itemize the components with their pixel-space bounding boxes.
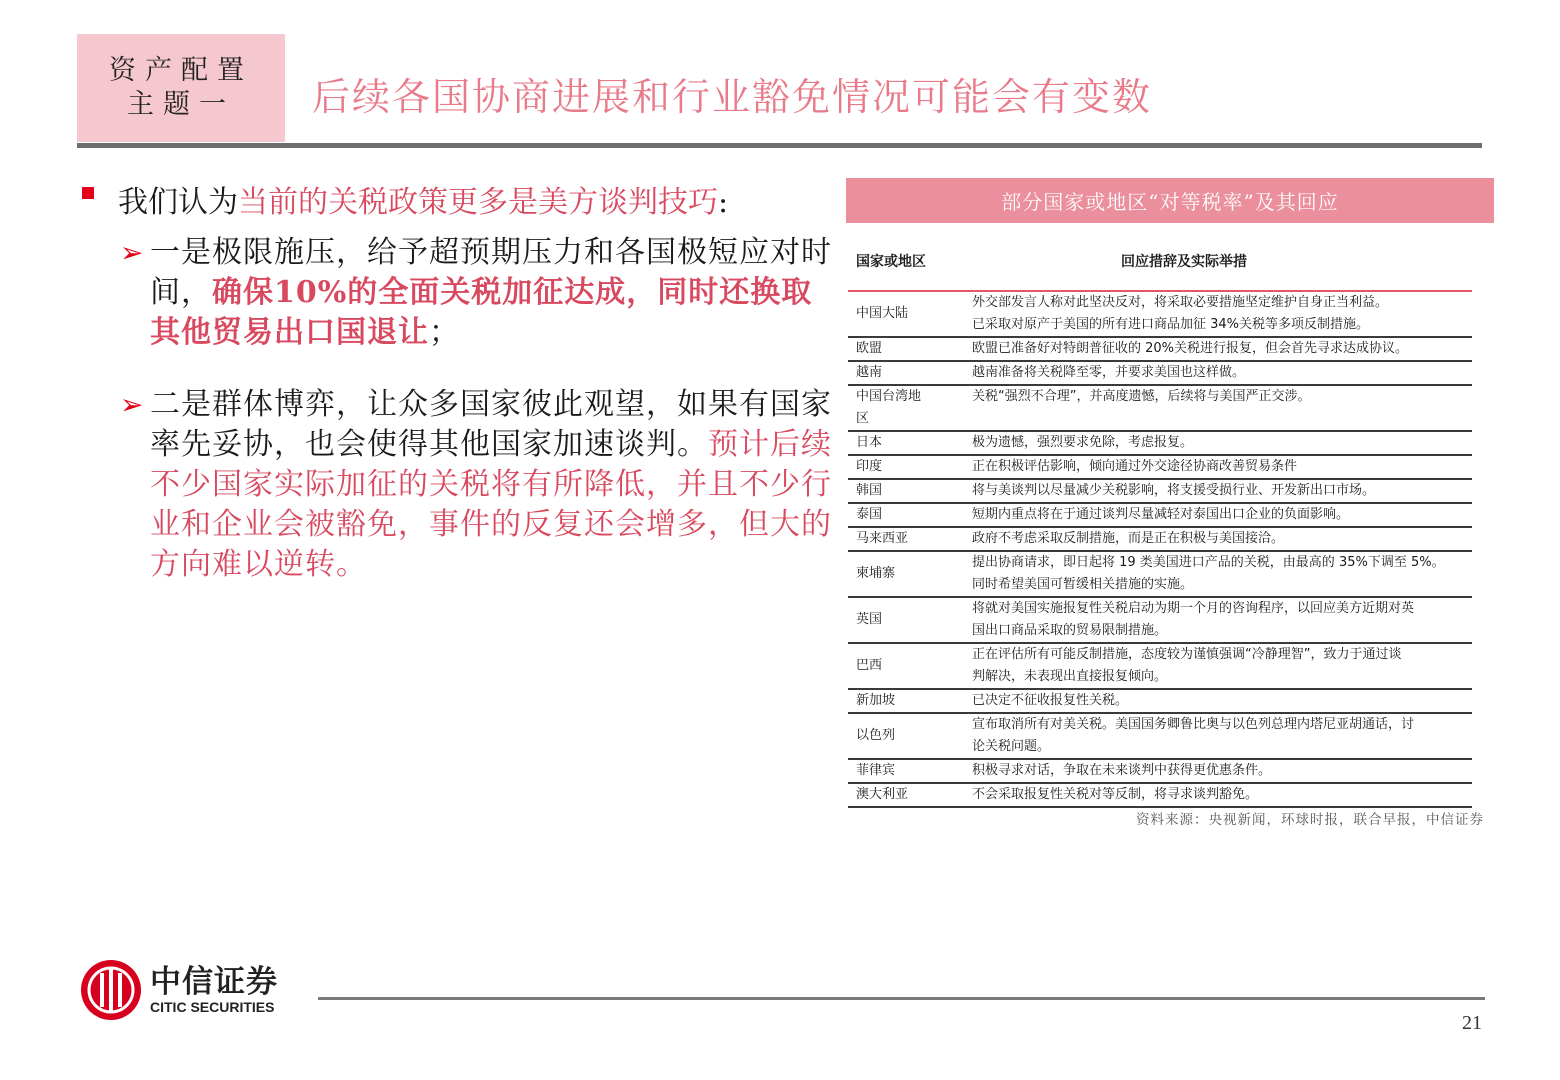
response-cell	[964, 292, 1472, 336]
region-cell: 英国	[856, 612, 883, 627]
table-row	[848, 432, 1472, 456]
response-cell	[964, 338, 1472, 360]
response-cell	[964, 528, 1472, 550]
footer-divider	[318, 997, 1485, 1000]
response-line: 欧盟已准备好对特朗普征收的 20%关税进行报复，但会首先寻求达成协议。	[972, 341, 1409, 356]
response-cell	[964, 690, 1472, 712]
region-cell: 菲律宾	[856, 763, 896, 778]
column-header-response: 回应措辞及实际举措	[1121, 254, 1247, 270]
response-cell	[964, 760, 1472, 782]
region-cell: 日本	[856, 435, 883, 450]
main-bullet-prefix: 我们认为	[118, 185, 238, 220]
citic-logo-icon	[78, 957, 144, 1023]
region-cell: 泰国	[856, 507, 883, 522]
table-row	[848, 714, 1472, 760]
column-header-region: 国家或地区	[856, 254, 926, 270]
response-cell	[964, 552, 1472, 596]
response-cell	[964, 714, 1472, 758]
response-cell	[964, 432, 1472, 454]
table-row	[848, 292, 1472, 338]
table-row	[848, 760, 1472, 784]
region-cell: 中国大陆	[856, 306, 909, 321]
page-number: 21	[1462, 1012, 1482, 1034]
response-line: 正在评估所有可能反制措施，态度较为谨慎强调“冷静理智”，致力于通过谈	[972, 647, 1402, 662]
region-cell: 澳大利亚	[856, 787, 909, 802]
source-note: 资料来源：央视新闻，环球时报，联合早报，中信证券	[1136, 812, 1484, 828]
response-line: 宣布取消所有对美关税。美国国务卿鲁比奥与以色列总理内塔尼亚胡通话，讨	[972, 717, 1415, 732]
table-title: 部分国家或地区“对等税率”及其回应	[846, 178, 1494, 223]
response-line: 积极寻求对话，争取在未来谈判中获得更优惠条件。	[972, 763, 1272, 778]
response-line: 将就对美国实施报复性关税启动为期一个月的咨询程序，以回应美方近期对英	[972, 601, 1415, 616]
sub-bullet-2-highlight: 预计后续不少国家实际加征的关税将有所降低，并且不少行业和企业会被豁免，事件的反复还会增多，但大的方向难以逆转。	[150, 427, 832, 582]
table-row	[848, 338, 1472, 362]
region-cell: 韩国	[856, 483, 883, 498]
response-line: 极为遗憾，强烈要求免除，考虑报复。	[972, 435, 1194, 450]
region-cell: 新加坡	[856, 693, 896, 708]
table-row	[848, 480, 1472, 504]
bullet-section	[82, 183, 832, 585]
response-line: 将与美谈判以尽量减少关税影响，将支援受损行业、开发新出口市场。	[972, 483, 1376, 498]
sub-bullet-2	[82, 385, 832, 585]
response-cell	[964, 504, 1472, 526]
response-line: 正在积极评估影响，倾向通过外交途径协商改善贸易条件	[972, 459, 1298, 474]
table-row	[848, 528, 1472, 552]
header-divider	[77, 143, 1482, 148]
response-line: 关税“强烈不合理”，并高度遗憾，后续将与美国严正交涉。	[972, 389, 1311, 404]
response-cell	[964, 644, 1472, 688]
region-cell: 巴西	[856, 658, 883, 673]
response-line: 越南准备将关税降至零，并要求美国也这样做。	[972, 365, 1246, 380]
table-row	[848, 552, 1472, 598]
response-cell	[964, 456, 1472, 478]
response-line: 已决定不征收报复性关税。	[972, 693, 1129, 708]
response-line: 国出口商品采取的贸易限制措施。	[972, 623, 1168, 638]
response-cell	[964, 598, 1472, 642]
response-line: 短期内重点将在于通过谈判尽量减轻对泰国出口企业的负面影响。	[972, 507, 1350, 522]
response-line: 不会采取报复性关税对等反制，将寻求谈判豁免。	[972, 787, 1259, 802]
response-line: 外交部发言人称对此坚决反对，将采取必要措施坚定维护自身正当利益。	[972, 295, 1389, 310]
table-header	[848, 238, 1472, 284]
page-title: 后续各国协商进展和行业豁免情况可能会有变数	[312, 75, 1153, 119]
table-row	[848, 504, 1472, 528]
logo-chinese-name: 中信证券	[150, 964, 278, 1000]
logo-english-name: CITIC SECURITIES	[150, 999, 275, 1015]
sub-bullet-1-end: ；	[429, 315, 460, 350]
region-cell: 越南	[856, 365, 883, 380]
main-bullet-highlight: 当前的关税政策更多是美方谈判技巧	[238, 185, 718, 220]
response-line: 同时希望美国可暂缓相关措施的实施。	[972, 577, 1194, 592]
region-cell: 柬埔寨	[856, 566, 896, 581]
response-line: 已采取对原产于美国的所有进口商品加征 34%关税等多项反制措施。	[972, 317, 1370, 332]
section-tag	[77, 34, 285, 142]
sub-bullet-1-text: 一是极限施压，给予超预期压力和各国极短应对时间，	[150, 235, 832, 310]
sub-bullet-1	[82, 233, 832, 353]
table-row	[848, 784, 1472, 808]
table-row	[848, 690, 1472, 714]
main-bullet	[82, 183, 832, 223]
response-line: 提出协商请求，即日起将 19 类美国进口产品的关税，由最高的 35%下调至 5%。	[972, 555, 1445, 570]
table-row	[848, 598, 1472, 644]
response-table	[848, 238, 1472, 808]
response-cell	[964, 386, 1472, 430]
table-row	[848, 362, 1472, 386]
section-tag-line2: 主题一	[127, 89, 235, 120]
main-bullet-suffix: :	[718, 185, 729, 220]
table-row	[848, 386, 1472, 432]
sub-bullet-2-text: 二是群体博弈，让众多国家彼此观望，如果有国家率先妥协，也会使得其他国家加速谈判。	[150, 387, 832, 462]
region-cell: 欧盟	[856, 341, 883, 356]
citic-logo	[78, 957, 278, 1023]
response-cell	[964, 784, 1472, 806]
region-cell: 以色列	[856, 728, 896, 743]
table-row	[848, 456, 1472, 480]
section-tag-line1: 资产配置	[109, 55, 253, 86]
table-row	[848, 644, 1472, 690]
arrow-bullet-icon: ➢	[120, 388, 145, 421]
region-cell: 马来西亚	[856, 531, 909, 546]
arrow-bullet-icon: ➢	[120, 236, 145, 269]
response-line: 政府不考虑采取反制措施，而是正在积极与美国接洽。	[972, 531, 1285, 546]
square-bullet-icon	[82, 187, 94, 199]
response-line: 判解决，未表现出直接报复倾向。	[972, 669, 1168, 684]
response-line: 论关税问题。	[972, 739, 1051, 754]
sub-bullet-1-highlight: 确保10%的全面关税加征达成，同时还换取其他贸易出口国退让	[150, 275, 813, 350]
region-cell: 中国台湾地区	[856, 389, 922, 426]
region-cell: 印度	[856, 459, 883, 474]
response-cell	[964, 480, 1472, 502]
response-cell	[964, 362, 1472, 384]
